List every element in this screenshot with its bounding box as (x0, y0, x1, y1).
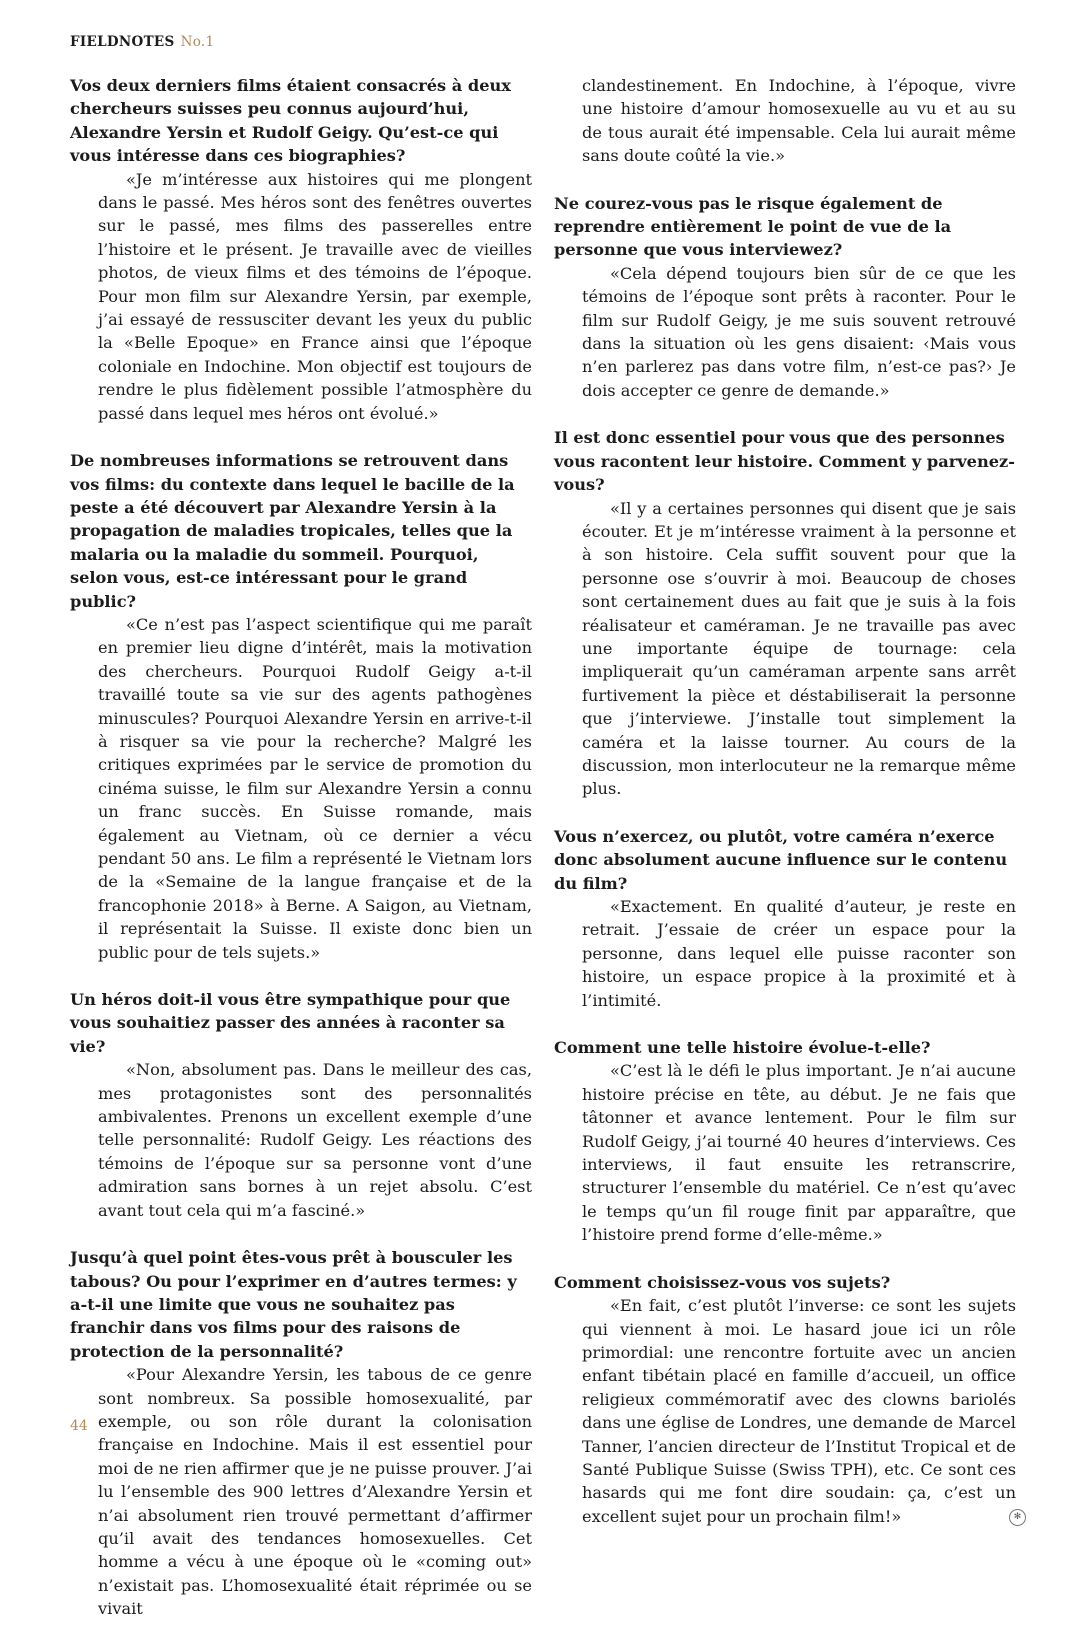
answer-5 (582, 262, 1016, 402)
question-8: Comment une telle histoire évolue-t-elle? (554, 1038, 931, 1058)
question-5: Ne courez-vous pas le risque également de reprendre entièrement le point de vue de la personne que vous interviewez? (554, 193, 952, 260)
answer-3 (98, 1058, 532, 1222)
answer-9-text: «En fait, c’est plutôt l’inverse: ce sont les sujets qui viennent à moi. Le hasard joue ici un rôle primordial: une rencontre fortuite avec un ancien enfant tibétain placé en famille d’accueil, un office religieux commémoratif avec des clowns bariolés dans une église de Londres, une demande de Marcel Tanner, l’ancien directeur de l’Institut Tropical et de Santé Publique Suisse (Swiss TPH), etc. Ce sont ces hasards qui me font dire soudain: ça, c’est un excellent sujet pour un prochain film!» (582, 1296, 1016, 1526)
answer-1 (98, 168, 532, 425)
answer-9 (582, 1294, 1022, 1528)
answer-4-continued (582, 74, 1016, 168)
issue-number: No.1 (180, 34, 215, 50)
answer-1-text: «Je m’intéresse aux histoires qui me plongent dans le passé. Mes héros sont des fenêtres ouvertes sur le passé, mes films des passerelles entre l’histoire et le présent. Je travaille avec de vieilles photos, de vieux films et des témoins de l’époque. Pour mon film sur Alexandre Yersin, par exemple, j’ai essayé de ressusciter devant les yeux du public la «Belle Epoque» en France ainsi que l’époque coloniale en Indochine. Mon objectif est toujours de rendre le plus fidèlement possible l’atmosphère du passé dans lequel mes héros ont évolué.» (98, 169, 532, 423)
answer-7 (582, 895, 1016, 1012)
answer-7-text: «Exactement. En qualité d’auteur, je reste en retrait. J’essaie de créer un espace pour la personne, dans lequel elle puisse raconter son histoire, un espace propice à la proximité et à l’intimité. (582, 897, 1016, 1010)
answer-4 (98, 1363, 532, 1620)
running-header (70, 34, 214, 50)
page-number: 44 (70, 1418, 88, 1434)
question-4: Jusqu’à quel point êtes-vous prêt à bousculer les tabous? Ou pour l’exprimer en d’autres termes: y a-t-il une limite que vous ne souhaitez pas franchir dans vos films pour des raisons de protection de la personnalité? (70, 1248, 517, 1361)
question-1: Vos deux derniers films étaient consacrés à deux chercheurs suisses peu connus aujourd’hui, Alexandre Yersin et Rudolf Geigy. Qu’est-ce qui vous intéresse dans ces biographies? (70, 76, 511, 166)
answer-6 (582, 497, 1016, 801)
question-7: Vous n’exercez, ou plutôt, votre caméra n’exerce donc absolument aucune influence sur le contenu du film? (554, 826, 1008, 893)
end-ornament-icon: ✻ (1009, 1509, 1026, 1526)
question-3: Un héros doit-il vous être sympathique pour que vous souhaitiez passer des années à raconter sa vie? (70, 990, 511, 1056)
question-2: De nombreuses informations se retrouvent dans vos films: du contexte dans lequel le bacille de la peste a été découvert par Alexandre Yersin à la propagation de maladies tropicales, telles que la malaria ou la maladie du sommeil. Pourquoi, selon vous, est-ce intéressant pour le grand public? (70, 451, 515, 611)
answer-8-text: «C’est là le défi le plus important. Je n’ai aucune histoire précise en tête, au début. Je ne fais que tâtonner et avance lentement. Pour le film sur Rudolf Geigy, j’ai tourné 40 heures d’interviews. Ces interviews, il faut ensuite les retranscrire, structurer l’ensemble du matériel. Ce n’est qu’avec le temps qu’un fil rouge finit par apparaître, que l’histoire prend forme d’elle-même.» (582, 1061, 1016, 1245)
answer-2 (98, 613, 532, 964)
right-column (554, 74, 1022, 1552)
question-6: Il est donc essentiel pour vous que des personnes vous racontent leur histoire. Comment y parvenez-vous? (554, 428, 1015, 495)
answer-5-text: «Cela dépend toujours bien sûr de ce que les témoins de l’époque sont prêts à raconter. Pour le film sur Rudolf Geigy, je me suis souvent retrouvé dans la situation où les gens disaient: ‹Mais vous n’en parlerez pas dans votre film, n’est-ce pas?› Je dois accepter ce genre de demande.» (582, 263, 1016, 400)
question-9: Comment choisissez-vous vos sujets? (554, 1272, 891, 1292)
answer-4-text: «Pour Alexandre Yersin, les tabous de ce genre sont nombreux. Sa possible homosexualité, par exemple, ou son rôle durant la colonisation française en Indochine. Mais il est essentiel pour moi de ne rien affirmer que je ne puisse prouver. J’ai lu l’ensemble des 900 lettres d’Alexandre Yersin et n’ai absolument rien trouvé permettant d’affirmer qu’il avait des tendances homosexuelles. Cet homme a vécu à une époque où le «coming out» n’existait pas. L’homosexualité était réprimée ou se vivait (98, 1365, 532, 1619)
answer-8 (582, 1059, 1016, 1246)
magazine-title: FIELDNOTES (70, 34, 175, 50)
left-column (70, 74, 532, 1645)
answer-4-continued-text: clandestinement. En Indochine, à l’époque, vivre une histoire d’amour homosexuelle au vu et au su de tous aurait été impensable. Cela lui aurait même sans doute coûté la vie.» (582, 76, 1016, 166)
answer-6-text: «Il y a certaines personnes qui disent que je sais écouter. Et je m’intéresse vraiment à la personne et à son histoire. Cela suffit souvent pour que la personne ose s’ouvrir à moi. Beaucoup de choses sont certainement dues au fait que je suis à la fois réalisateur et caméraman. Je ne travaille pas avec une importante équipe de tournage: cela impliquerait qu’un caméraman arpente sans arrêt furtivement la pièce et déstabiliserait la personne que j’interviewe. J’installe tout simplement la caméra et la laisse tourner. Au cours de la discussion, mon interlocuteur ne la remarque même plus. (582, 498, 1016, 799)
answer-2-text: «Ce n’est pas l’aspect scientifique qui me paraît en premier lieu digne d’intérêt, mais la motivation des chercheurs. Pourquoi Rudolf Geigy a-t-il travaillé toute sa vie sur des agents pathogènes minuscules? Pourquoi Alexandre Yersin en arrive-t-il à risquer sa vie pour la recherche? Malgré les critiques exprimées par le service de promotion du cinéma suisse, le film sur Alexandre Yersin a connu un franc succès. En Suisse romande, mais également au Vietnam, où ce dernier a vécu pendant 50 ans. Le film a représenté le Vietnam lors de la «Semaine de la langue française et de la francophonie 2018» à Berne. A Saigon, au Vietnam, il représentait la Suisse. Il existe donc bien un public pour de tels sujets.» (98, 614, 532, 962)
answer-3-text: «Non, absolument pas. Dans le meilleur des cas, mes protagonistes sont des personnalités ambivalentes. Prenons un excellent exemple d’une telle personnalité: Rudolf Geigy. Les réactions des témoins de l’époque sur sa personne vont d’une admiration sans bornes à un rejet absolu. C’est avant tout cela qui m’a fasciné.» (98, 1060, 532, 1220)
